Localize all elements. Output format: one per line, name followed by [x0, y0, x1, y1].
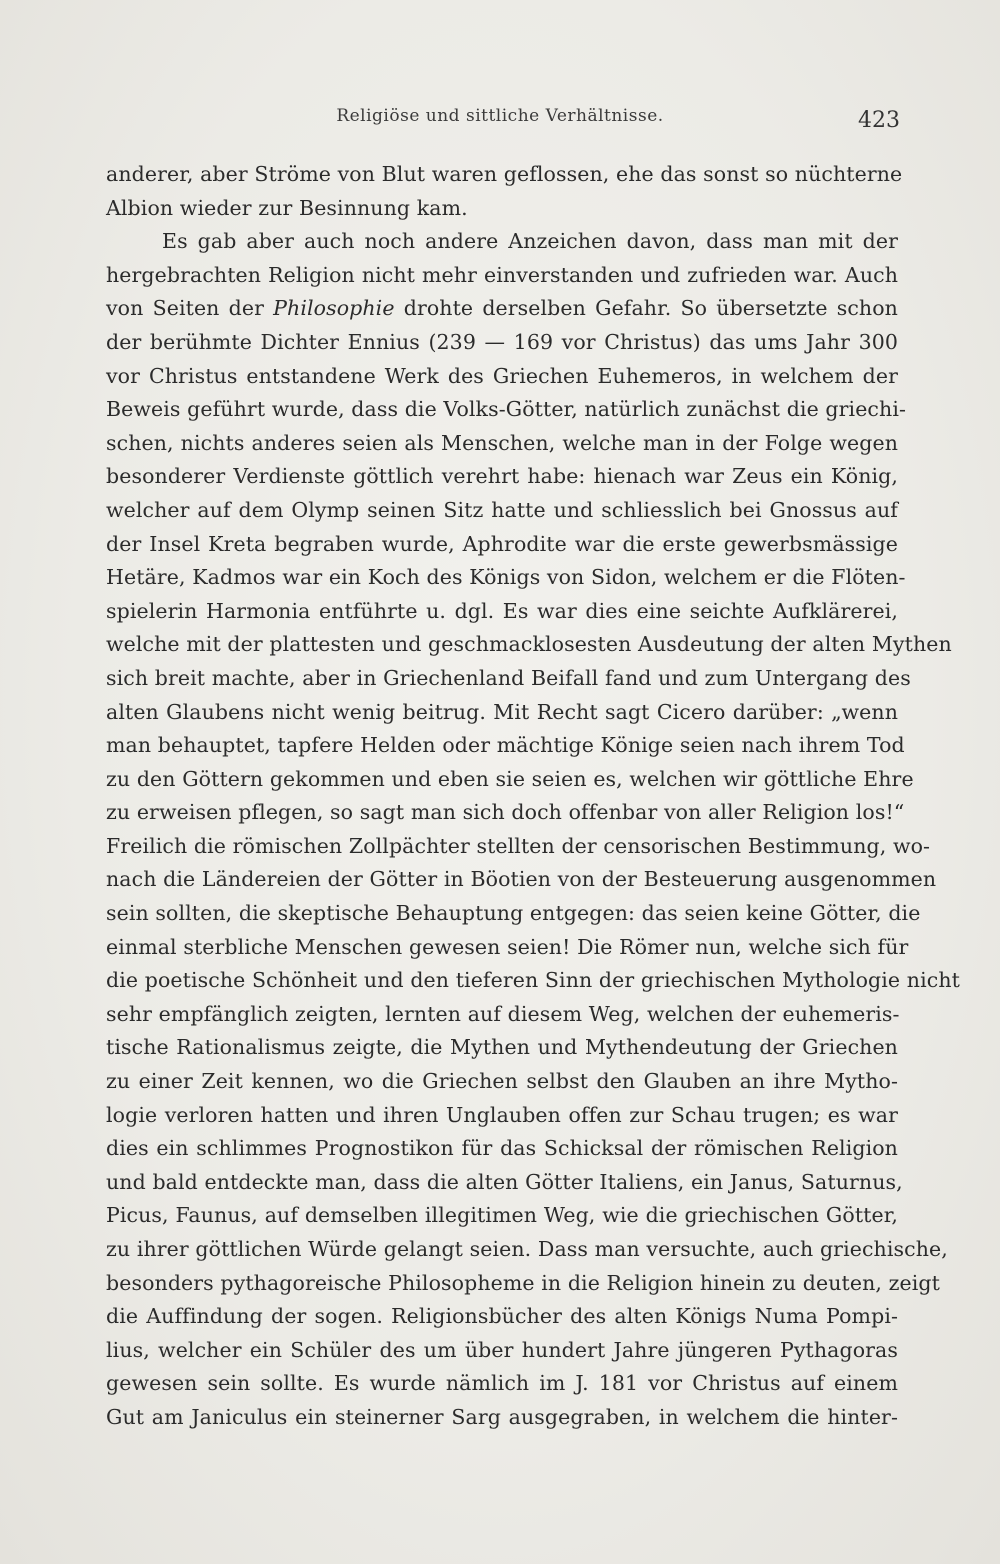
italic-term: Philosophie: [273, 296, 395, 321]
text-line: alten Glaubens nicht wenig beitrug. Mit Recht sagt Cicero darüber: „wenn: [106, 699, 898, 724]
text-line: die poetische Schönheit und den tieferen Sinn der griechischen Mythologie nicht: [106, 968, 960, 993]
text-line: einmal sterbliche Menschen gewesen seien! Die Römer nun, welche sich für: [106, 934, 909, 959]
text-line: schen, nichts anderes seien als Menschen, welche man in der Folge wegen: [106, 430, 898, 455]
text-line: dies ein schlimmes Prognostikon für das Schicksal der römischen Religion: [106, 1136, 898, 1161]
text-line: vor Christus entstandene Werk des Griechen Euhemeros, in welchem der: [106, 363, 898, 388]
text-line: zu ihrer göttlichen Würde gelangt seien. Dass man versuchte, auch griechische,: [106, 1237, 948, 1261]
text-line-mixed: [106, 292, 898, 326]
text-line: Hetäre, Kadmos war ein Koch des Königs von Sidon, welchem er die Flöten-: [106, 565, 906, 590]
text-line: welche mit der plattesten und geschmacklosesten Ausdeutung der alten Mythen: [106, 632, 952, 657]
text-line: der Insel Kreta begraben wurde, Aphrodite war die erste gewerbsmässige: [106, 531, 898, 556]
text-line: besonderer Verdienste göttlich verehrt habe: hienach war Zeus ein König,: [106, 464, 898, 489]
text-line: hergebrachten Religion nicht mehr einverstanden und zufrieden war. Auch: [106, 262, 898, 287]
text-line: besonders pythagoreische Philosopheme in die Religion hinein zu deuten, zeigt: [106, 1270, 940, 1295]
text-line: Beweis geführt wurde, dass die Volks-Götter, natürlich zunächst die griechi-: [106, 397, 907, 422]
text-line: zu erweisen pflegen, so sagt man sich doch offenbar von aller Religion los!“: [106, 800, 905, 825]
text-line: lius, welcher ein Schüler des um über hundert Jahre jüngeren Pythagoras: [106, 1337, 898, 1362]
text-line: spielerin Harmonia entführte u. dgl. Es war dies eine seichte Aufklärerei,: [106, 598, 898, 623]
text-line: anderer, aber Ströme von Blut waren geflossen, ehe das sonst so nüchterne: [106, 162, 903, 186]
text-line: logie verloren hatten und ihren Unglauben offen zur Schau trugen; es war: [106, 1102, 898, 1127]
text-line: gewesen sein sollte. Es wurde nämlich im J. 181 vor Christus auf einem: [106, 1371, 898, 1396]
text-line: welcher auf dem Olymp seinen Sitz hatte und schliesslich bei Gnossus auf: [106, 497, 898, 522]
text-line: die Auffindung der sogen. Religionsbücher des alten Königs Numa Pompi-: [106, 1304, 898, 1329]
text-line: sein sollten, die skeptische Behauptung entgegen: das seien keine Götter, die: [106, 901, 921, 926]
text-line: nach die Ländereien der Götter in Böotien von der Besteuerung ausgenommen: [106, 867, 937, 892]
text-span: von Seiten der: [106, 296, 274, 321]
text-line: man behauptet, tapfere Helden oder mächtige Könige seien nach ihrem Tod: [106, 733, 905, 758]
text-line: zu einer Zeit kennen, wo die Griechen selbst den Glauben an ihre Mytho-: [106, 1069, 898, 1094]
running-title: Religiöse und sittliche Verhältnisse.: [336, 106, 664, 126]
page-number: 423: [858, 108, 900, 133]
text-line: der berühmte Dichter Ennius (239 — 169 vor Christus) das ums Jahr 300: [106, 329, 898, 354]
text-line: Gut am Janiculus ein steinerner Sarg ausgegraben, in welchem die hinter-: [106, 1404, 898, 1429]
text-line: Freilich die römischen Zollpächter stellten der censorischen Bestimmung, wo-: [106, 833, 931, 858]
body-text: [106, 158, 960, 1435]
text-line: Picus, Faunus, auf demselben illegitimen Weg, wie die griechischen Götter,: [106, 1203, 898, 1228]
text-span: drohte derselben Gefahr. So übersetzte schon: [394, 296, 898, 321]
text-line: Es gab aber auch noch andere Anzeichen davon, dass man mit der: [162, 229, 898, 254]
text-line: Albion wieder zur Besinnung kam.: [106, 195, 468, 220]
text-line: sehr empfänglich zeigten, lernten auf diesem Weg, welchen der euhemeris-: [106, 1001, 900, 1026]
text-line: tische Rationalismus zeigte, die Mythen und Mythendeutung der Griechen: [106, 1035, 898, 1060]
text-line: zu den Göttern gekommen und eben sie seien es, welchen wir göttliche Ehre: [106, 766, 914, 791]
text-line: sich breit machte, aber in Griechenland Beifall fand und zum Untergang des: [106, 665, 911, 690]
text-line: und bald entdeckte man, dass die alten Götter Italiens, ein Janus, Saturnus,: [106, 1169, 903, 1194]
